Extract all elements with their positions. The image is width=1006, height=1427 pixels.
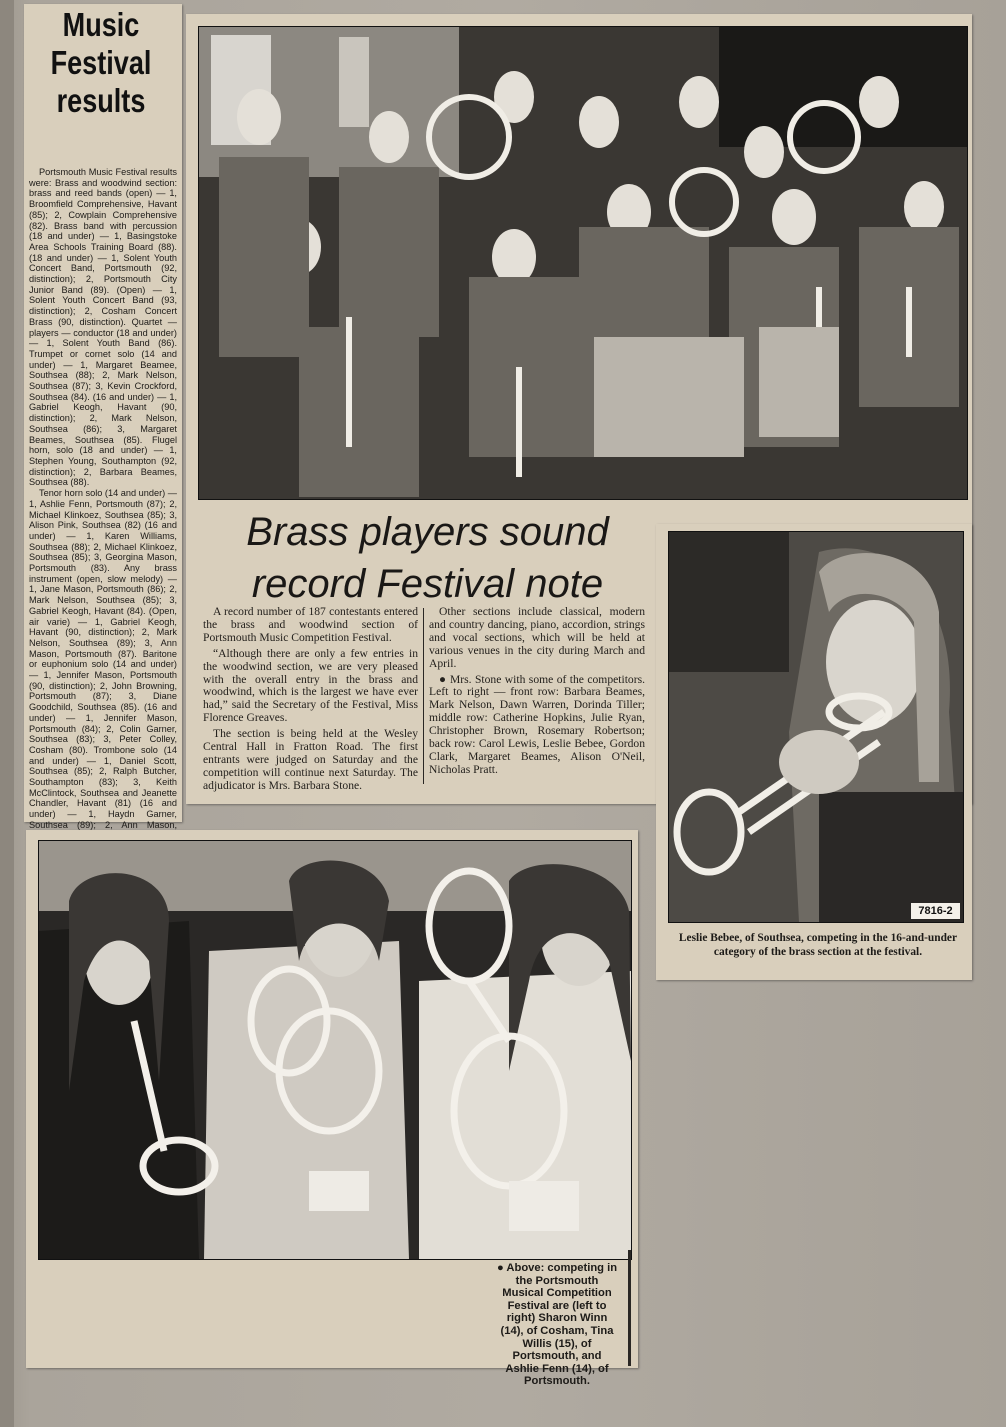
three-players-image	[39, 841, 631, 1259]
results-title-line: Festival	[50, 44, 152, 81]
results-title-line: Music	[62, 6, 140, 43]
article-headline	[200, 506, 655, 610]
results-title-line: results	[56, 82, 146, 119]
trumpet-player-image	[669, 532, 963, 922]
results-clipping	[24, 4, 182, 830]
article-paragraph: A record number of 187 contestants entered the brass and woodwind section of Portsmouth Music Competition Festival.	[203, 605, 418, 644]
photo-caption: ● Mrs. Stone with some of the competitors. Left to right — front row: Barbara Beames, Mark Nelson, Dawn Warren, Dorinda Tiller; middle row: Catherine Hopkins, Julie Ryan, Christopher Brown, Rosemary Robertson; back row: Carol Lewis, Leslie Bebee, Gordon Clark, Margaret Beames, Alison O'Neil, Nicholas Pratt.	[429, 672, 645, 776]
group-photo	[198, 26, 968, 500]
article-paragraph: The section is being held at the Wesley Central Hall in Fratton Road. The first entrants were judged on Saturday and the competition will continue next Saturday. The adjudicator is Mrs. Barbara Stone.	[203, 727, 418, 792]
headline-line: record Festival note	[251, 562, 604, 606]
article-paragraph: Other sections include classical, modern and country dancing, piano, accordion, strings and vocal sections, which will be held at various venues in the city during March and April.	[429, 605, 645, 670]
results-title	[41, 6, 161, 120]
results-paragraph: Portsmouth Music Festival results were: Brass and woodwind section: brass and reed bands (open) — 1, Broomfield Comprehensive, Havant (85); 2, Cowplain Comprehensive (82). Brass band with percussion (18 and under) — 1, Basingstoke Area Schools Training Board (88). (18 and under) — 1, Solent Youth Concert Band, Portsmouth (92, distinction); 2, Portsmouth City Junior Band (89). (Open) — 1, Solent Youth Concert Band (93, distinction); 2, Cosham Concert Brass (90, distinction). Quartet — players — conductor (18 and under) — 1, Solent Youth Band (86). Trumpet or cornet solo (14 and under) — 1, Margaret Beamee, Southsea (88); 2, Mark Nelson, Southsea (87); 3, Kevin Crockford, Southsea (84). (16 and under) — 1, Gabriel Keogh, Havant (90, distinction); 2, Mark Nelson, Southsea (86); 3, Margaret Beames, Southsea (85). Flugel horn, solo (18 and under) — 1, Stephen Young, Southampton (92, distinction); 2, Barbara Beames, Southsea (88).	[29, 167, 177, 488]
article-paragraph: “Although there are only a few entries in the woodwind section, we are very pleased with the overall entry in the brass and woodwind, which is the largest we have ever had,” said the Secretary of the Festival, Miss Florence Greaves.	[203, 646, 418, 725]
article-column-2	[429, 606, 645, 780]
results-text	[29, 167, 177, 830]
caption-box-rule	[628, 1250, 631, 1366]
trumpet-player-photo	[668, 531, 964, 923]
group-photo-image	[199, 27, 967, 499]
three-players-photo	[38, 840, 632, 1260]
photo-reference-tag: 7816-2	[911, 903, 960, 919]
article-column-1	[203, 606, 418, 796]
headline-line: Brass players sound	[246, 510, 609, 554]
bottom-photo-caption: ● Above: competing in the Portsmouth Musical Competition Festival are (left to right) Sharon Winn (14), of Cosham, Tina Willis (15), of Portsmouth, and Ashlie Fenn (14), of Portsmouth.	[496, 1262, 618, 1388]
right-photo-caption: Leslie Bebee, of Southsea, competing in the 16-and-under category of the brass section at the festival.	[678, 932, 958, 958]
column-rule	[423, 608, 424, 784]
page-binding-edge	[0, 0, 14, 1427]
results-paragraph: Tenor horn solo (14 and under) — 1, Ashlie Fenn, Portsmouth (87); 2, Michael Klinkoez, Southsea (85); 3, Alison Pink, Southsea (82) (16 and under) — 1, Karen Williams, Southsea (88); 2, Michael Klinkoez, Southsea (85); 3, Georgina Mason, Portsmouth (83). Any brass instrument (open, slow melody) — 1, Jane Mason, Portsmouth (86); 2, Mark Nelson, Southsea (85); 3, Gabriel Keogh, Havant (84). (Open, air varie) — 1, Gabriel Keogh, Havant (90, distinction); 2, Mark Nelson, Southsea (89); 3, Ann Mason, Portsmouth (87). Baritone or euphonium solo (14 and under) — 1, Jennifer Mason, Portsmouth (90, distinction); 2, John Browning, Portsmouth (87); 3, Diane Goodchild, Southsea (85). (16 and under) — 1, Jennifer Mason, Portsmouth (84); 2, Colin Garner, Southsea (83); 3, Peter Colley, Cosham (80). Trombone solo (14 and under) — 1, Daniel Scott, Southsea (85); 2, Ralph Butcher, Southampton (83); 3, Keith McClintock, Southsea and Jeanette Chandler, Havant (81) (16 and under) — 1, Haydn Garner, Southsea (89); 2, Ann Mason,	[29, 488, 177, 830]
